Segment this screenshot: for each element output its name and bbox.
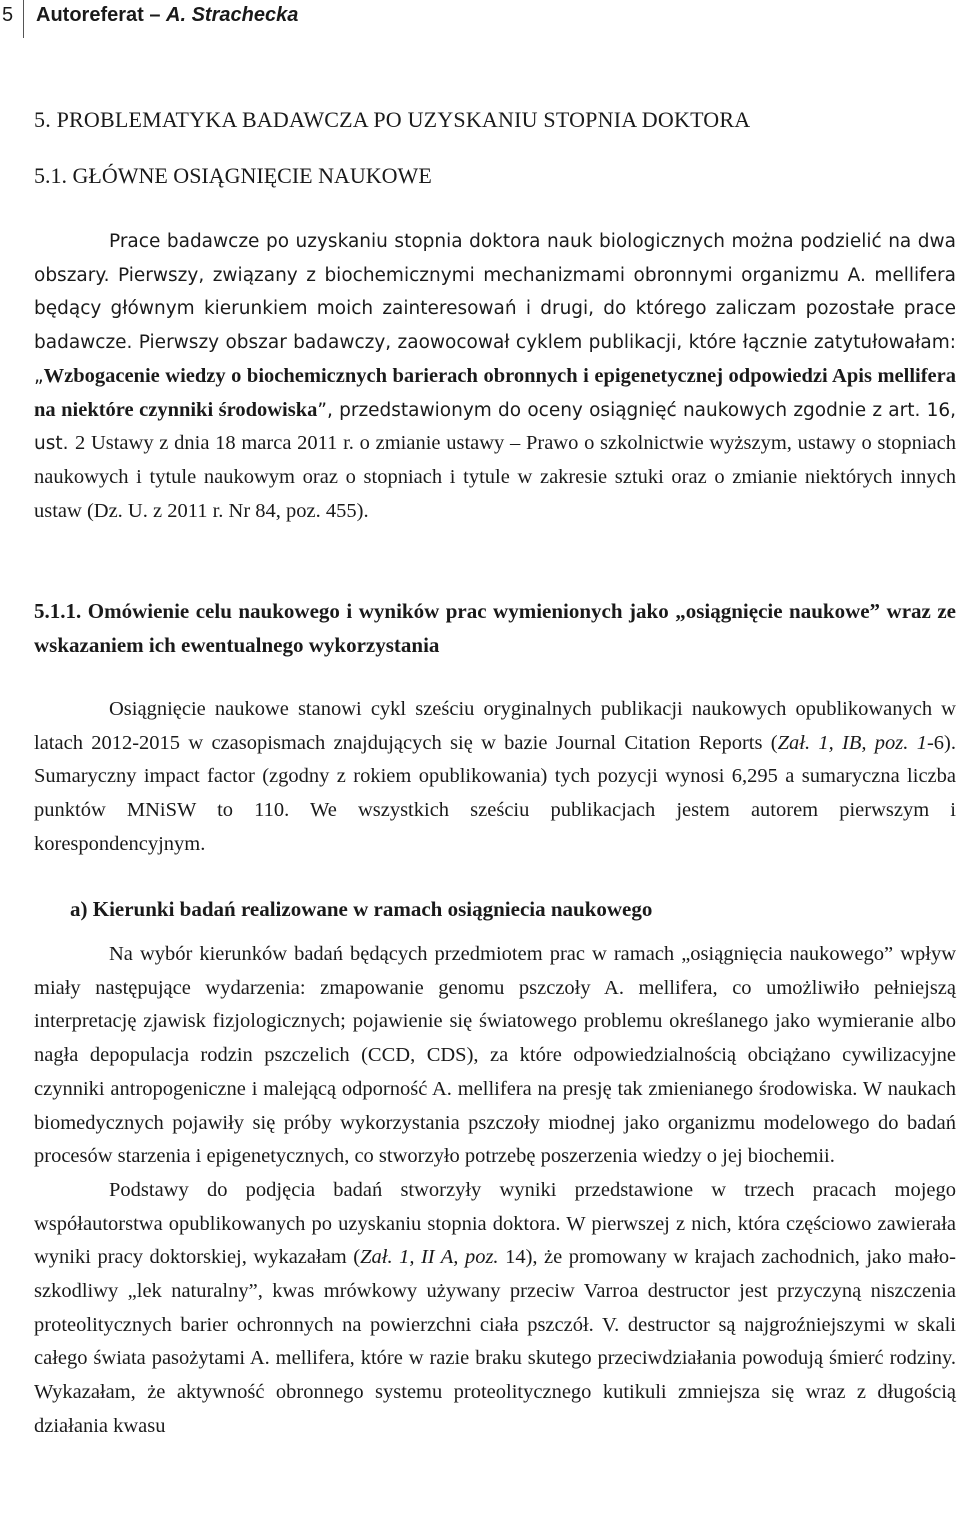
paragraph-4-text-b: 14), że promowany w krajach zachodnich, jako mało-szkodliwy „lek naturalny”, kwas mrówkowy używany przeciw Varroa destructor jest przyczyną niszczenia proteolitycznych barier ochronnych na powierzchni ciała pszczół. V. destructor są najgroźniejszymi w skali całego świata pasożytami A. mellifera, które w razie braku skutego przeciwdziałania powodują śmierć rodziny. Wykazałam, że aktywność obronnego systemu proteolitycznego kutikuli zmniejsza się wraz z długością działania kwasu — [34, 1246, 956, 1437]
header-title-prefix: Autoreferat – — [36, 4, 167, 26]
paragraph-3: Na wybór kierunków badań będących przedmiotem prac w ramach „osiągnięcia naukowego” wpływ miały następujące wydarzenia: zmapowanie genomu pszczoły A. mellifera, co umożliwiło pełniejszą interpretację zjawisk fizjologicznych; pojawienie się światowego problemu określanego jako wymieranie albo nagła depopulacja rodzin pszczelich (CCD, CDS), za które odpowiedzialnością obciążano cywilizacyjne czynniki antropogeniczne i malejącą odporność A. mellifera na presję tak zmienianego środowiska. W naukach biomedycznych pojawiły się próby wykorzystania pszczoły miodnej jako organizmu modelowego do badań procesów starzenia i epigenetycznych, co stworzyło potrzebę poszerzenia wiedzy o jej biochemii. — [34, 943, 956, 1168]
paragraph-4-text-a: Podstawy do podjęcia badań stworzyły wyniki przedstawione w trzech pracach mojego współautorstwa opublikowanych po uzyskaniu stopnia doktora. W pierwszej z nich, która częściowo zawierała wyniki pracy doktorskiej, wykazałam ( — [34, 1178, 956, 1269]
paragraph-2-text-a: Osiągnięcie naukowe stanowi cykl sześciu oryginalnych publikacji naukowych opublikowanych w latach 2012-2015 w czasopismach znajdujących się w bazie Journal Citation Reports ( — [34, 698, 956, 754]
header-title-author: A. Strachecka — [166, 4, 299, 26]
paragraph-4-ref: Zał. 1, II A, poz. — [360, 1246, 499, 1269]
paragraph-2-text-b: -6). Sumaryczny impact factor (zgodny z rokiem opublikowania) tych pozycji wynosi 6,295 a sumaryczna liczba punktów MNiSW to 110. We wszystkich sześciu publikacjach jestem autorem pierwszym i korespondencyjnym. — [34, 731, 956, 855]
page-header — [0, 0, 400, 38]
header-divider — [23, 0, 24, 38]
section-a-heading: a) Kierunki badań realizowane w ramach osiągniecia naukowego — [70, 897, 653, 921]
paragraph-2-ref: Zał. 1, IB, poz. 1 — [777, 731, 927, 754]
page-number: 5 — [2, 4, 14, 26]
paragraphs-section-a — [34, 938, 956, 1444]
paragraph-1-legal-ref: 2 Ustawy z dnia 18 marca 2011 r. o zmianie ustawy – Prawo o szkolnictwie wyższym, ustawy o stopniach naukowych i tytule naukowym oraz o stopniach i tytule w zakresie sztuki oraz o zmianie niektórych innych ustaw (Dz. U. z 2011 r. Nr 84, poz. 455). — [34, 432, 956, 522]
paragraph-1 — [34, 225, 956, 528]
section-5-heading: 5. PROBLEMATYKA BADAWCZA PO UZYSKANIU STOPNIA DOKTORA — [34, 107, 751, 132]
paragraph-1-middle: ”, przedstawionym do oceny osiągnięć naukowych zgodnie z art. 16, ust. — [34, 399, 956, 455]
section-5-1-1-heading: 5.1.1. Omówienie celu naukowego i wyników prac wymienionych jako „osiągnięcie naukowe” wraz ze wskazaniem ich ewentualnego wykorzystania — [34, 599, 956, 657]
paragraph-1-intro: Prace badawcze po uzyskaniu stopnia doktora nauk biologicznych można podzielić na dwa obszary. Pierwszy, związany z biochemicznymi mechanizmami obronnymi organizmu A. mellifera będący głównym kierunkiem moich zainteresowań i drugi, do którego zaliczam pozostałe prace badawcze. Pierwszy obszar badawczy, zaowocował cyklem publikacji, które łącznie zatytułowałam: „ — [34, 231, 956, 387]
paragraph-4 — [34, 1174, 956, 1444]
section-5-1-heading: 5.1. GŁÓWNE OSIĄGNIĘCIE NAUKOWE — [34, 163, 432, 188]
paragraph-2 — [34, 693, 956, 862]
paragraph-1-cycle-title: Wzbogacenie wiedzy o biochemicznych barierach obronnych i epigenetycznej odpowiedzi Apis mellifera na niektóre czynniki środowiska — [34, 364, 956, 421]
header-title — [36, 4, 298, 27]
